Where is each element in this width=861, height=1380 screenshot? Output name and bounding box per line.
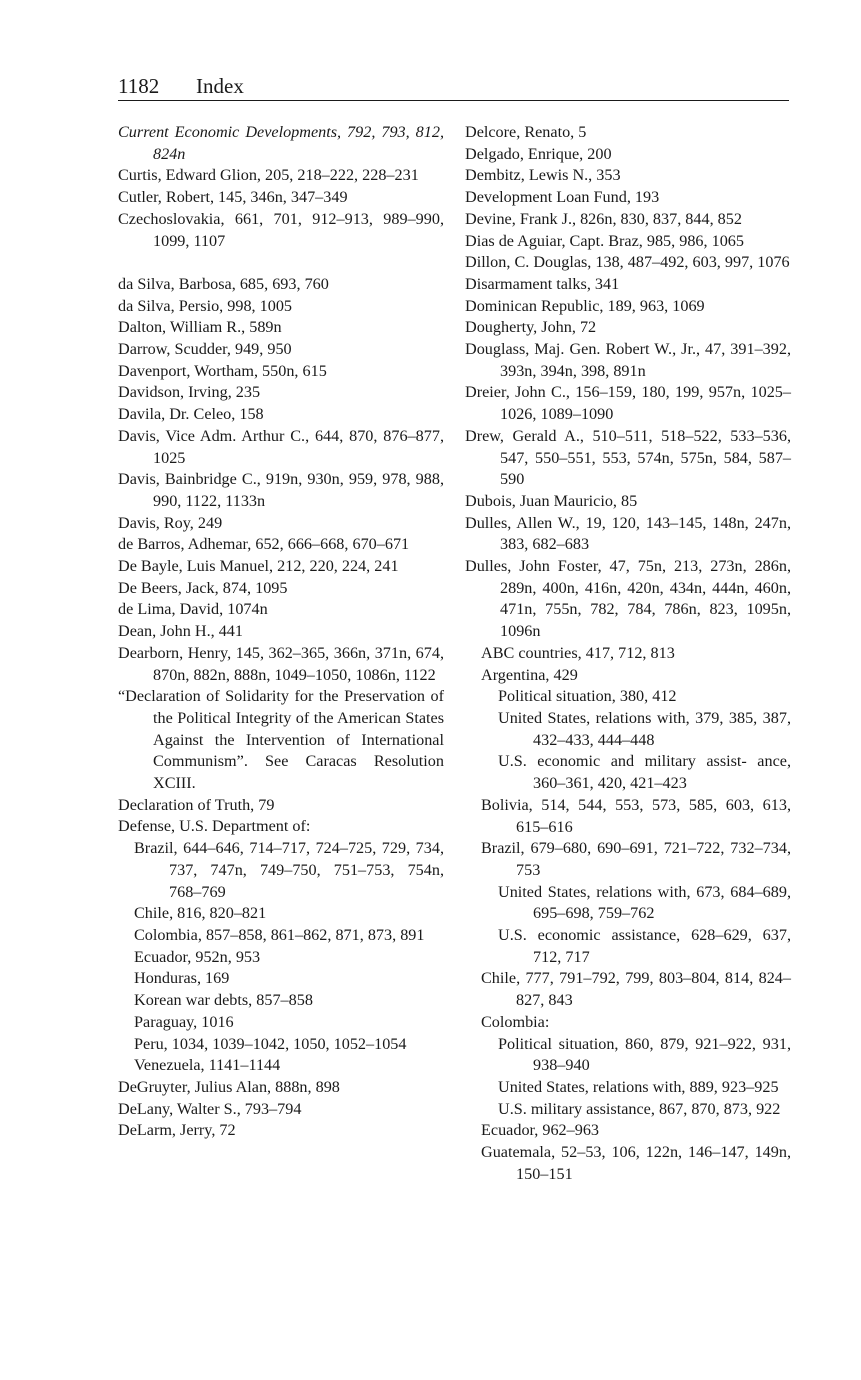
index-column-right — [465, 122, 791, 1185]
index-subsubentry: Political situation, 860, 879, 921–922, 931, 938–940 — [498, 1034, 791, 1075]
index-subentry: Bolivia, 514, 544, 553, 573, 585, 603, 613, 615–616 — [481, 795, 791, 836]
index-entry: “Declaration of Solidarity for the Preservation of the Political Integrity of the American States Against the Intervention of International Communism”. See Caracas Resolution XCIII. — [118, 687, 444, 793]
index-entry: Davidson, Irving, 235 — [118, 383, 261, 402]
index-entry: DeLarm, Jerry, 72 — [118, 1121, 236, 1140]
index-subsubentry: Political situation, 380, 412 — [498, 687, 677, 706]
index-subentry: Colombia, 857–858, 861–862, 871, 873, 891 — [134, 926, 425, 944]
index-entry: DeLany, Walter S., 793–794 — [118, 1099, 302, 1118]
index-entry: Dreier, John C., 156–159, 180, 199, 957n, 1025–1026, 1089–1090 — [465, 383, 791, 424]
index-entry: Dillon, C. Douglas, 138, 487–492, 603, 997, 1076 — [465, 253, 790, 272]
index-entry: Disarmament talks, 341 — [465, 274, 620, 293]
index-entry: Davila, Dr. Celeo, 158 — [118, 405, 264, 424]
index-column-left — [118, 122, 444, 1142]
index-entry: Davenport, Wortham, 550n, 615 — [118, 361, 327, 380]
index-entry: Douglass, Maj. Gen. Robert W., Jr., 47, 391–392, 393n, 394n, 398, 891n — [465, 340, 791, 380]
index-subentry: Argentina, 429 — [481, 665, 578, 684]
index-subentry: Brazil, 644–646, 714–717, 724–725, 729, 734, 737, 747n, 749–750, 751–753, 754n, 768–769 — [134, 839, 444, 901]
letter-group-gap — [118, 252, 444, 274]
index-subsubentry: United States, relations with, 889, 923–925 — [498, 1077, 779, 1096]
index-subentry: Venezuela, 1141–1144 — [134, 1056, 281, 1075]
index-subentry: Korean war debts, 857–858 — [134, 991, 313, 1010]
index-subsubentry: United States, relations with, 379, 385, 387, 432–433, 444–448 — [498, 708, 791, 749]
index-entry: Davis, Vice Adm. Arthur C., 644, 870, 876–877, 1025 — [118, 426, 444, 467]
index-entry: Dubois, Juan Mauricio, 85 — [465, 491, 638, 510]
index-subentry: Brazil, 679–680, 690–691, 721–722, 732–734, 753 — [481, 839, 791, 879]
index-subentry: Ecuador, 962–963 — [481, 1121, 600, 1140]
index-subsubentry: United States, relations with, 673, 684–689, 695–698, 759–762 — [498, 882, 791, 923]
index-entry: Darrow, Scudder, 949, 950 — [118, 340, 292, 359]
index-entry: Cutler, Robert, 145, 346n, 347–349 — [118, 188, 348, 207]
index-subentry: Paraguay, 1016 — [134, 1012, 234, 1031]
index-entry: Curtis, Edward Glion, 205, 218–222, 228–231 — [118, 166, 419, 185]
index-entry: Dias de Aguiar, Capt. Braz, 985, 986, 1065 — [465, 231, 744, 250]
index-entry: Dean, John H., 441 — [118, 622, 243, 641]
index-entry: da Silva, Persio, 998, 1005 — [118, 296, 293, 315]
index-entry: Dougherty, John, 72 — [465, 318, 597, 337]
index-subentry: Chile, 816, 820–821 — [134, 904, 267, 923]
index-subsubentry: U.S. economic and military assist- ance, 360–361, 420, 421–423 — [498, 752, 791, 793]
index-entry: Delgado, Enrique, 200 — [465, 144, 612, 163]
index-entry: Drew, Gerald A., 510–511, 518–522, 533–536, 547, 550–551, 553, 574n, 575n, 584, 587–590 — [465, 426, 791, 489]
index-entry: De Bayle, Luis Manuel, 212, 220, 224, 241 — [118, 557, 399, 576]
index-subentry: Ecuador, 952n, 953 — [134, 947, 261, 966]
index-entry: de Barros, Adhemar, 652, 666–668, 670–671 — [118, 535, 410, 554]
index-entry: Dominican Republic, 189, 963, 1069 — [465, 296, 705, 315]
index-subsubentry: U.S. economic assistance, 628–629, 637, 712, 717 — [498, 926, 791, 966]
index-subsubentry: U.S. military assistance, 867, 870, 873, 922 — [498, 1099, 781, 1118]
index-subentry: Peru, 1034, 1039–1042, 1050, 1052–1054 — [134, 1034, 407, 1053]
index-entry: de Lima, David, 1074n — [118, 600, 268, 619]
index-entry: DeGruyter, Julius Alan, 888n, 898 — [118, 1077, 340, 1096]
index-entry: Davis, Roy, 249 — [118, 513, 223, 532]
index-entry: Davis, Bainbridge C., 919n, 930n, 959, 978, 988, 990, 1122, 1133n — [118, 470, 444, 510]
index-entry: Devine, Frank J., 826n, 830, 837, 844, 852 — [465, 209, 742, 228]
index-subentry: Honduras, 169 — [134, 969, 230, 988]
index-entry: De Beers, Jack, 874, 1095 — [118, 578, 288, 597]
index-entry: Dulles, Allen W., 19, 120, 143–145, 148n, 247n, 383, 682–683 — [465, 513, 791, 554]
index-entry: da Silva, Barbosa, 685, 693, 760 — [118, 274, 329, 293]
running-header — [118, 72, 789, 101]
index-entry: Dulles, John Foster, 47, 75n, 213, 273n, 286n, 289n, 400n, 416n, 420n, 434n, 444n, 460n, 471n, 755n, 782, 784, 786n, 823, 1095n, 1096n — [465, 557, 791, 641]
index-subentry: Chile, 777, 791–792, 799, 803–804, 814, 824–827, 843 — [481, 969, 791, 1010]
page-number: 1182 — [118, 74, 160, 98]
index-entry: Czechoslovakia, 661, 701, 912–913, 989–990, 1099, 1107 — [118, 209, 444, 250]
running-title: Index — [196, 74, 244, 98]
index-entry: Dalton, William R., 589n — [118, 318, 282, 337]
index-subentry: Guatemala, 52–53, 106, 122n, 146–147, 149n, 150–151 — [481, 1143, 791, 1183]
index-entry: Defense, U.S. Department of: — [118, 817, 311, 836]
index-subentry: ABC countries, 417, 712, 813 — [481, 643, 675, 662]
index-entry: Development Loan Fund, 193 — [465, 188, 660, 207]
index-entry: Delcore, Renato, 5 — [465, 123, 587, 141]
index-entry: Declaration of Truth, 79 — [118, 795, 275, 814]
index-entry: Current Economic Developments, 792, 793, 812, 824n — [118, 123, 444, 163]
index-entry: Dembitz, Lewis N., 353 — [465, 166, 621, 185]
index-subentry: Colombia: — [481, 1012, 550, 1031]
index-entry: Dearborn, Henry, 145, 362–365, 366n, 371n, 674, 870n, 882n, 888n, 1049–1050, 1086n, 1122 — [118, 643, 444, 684]
